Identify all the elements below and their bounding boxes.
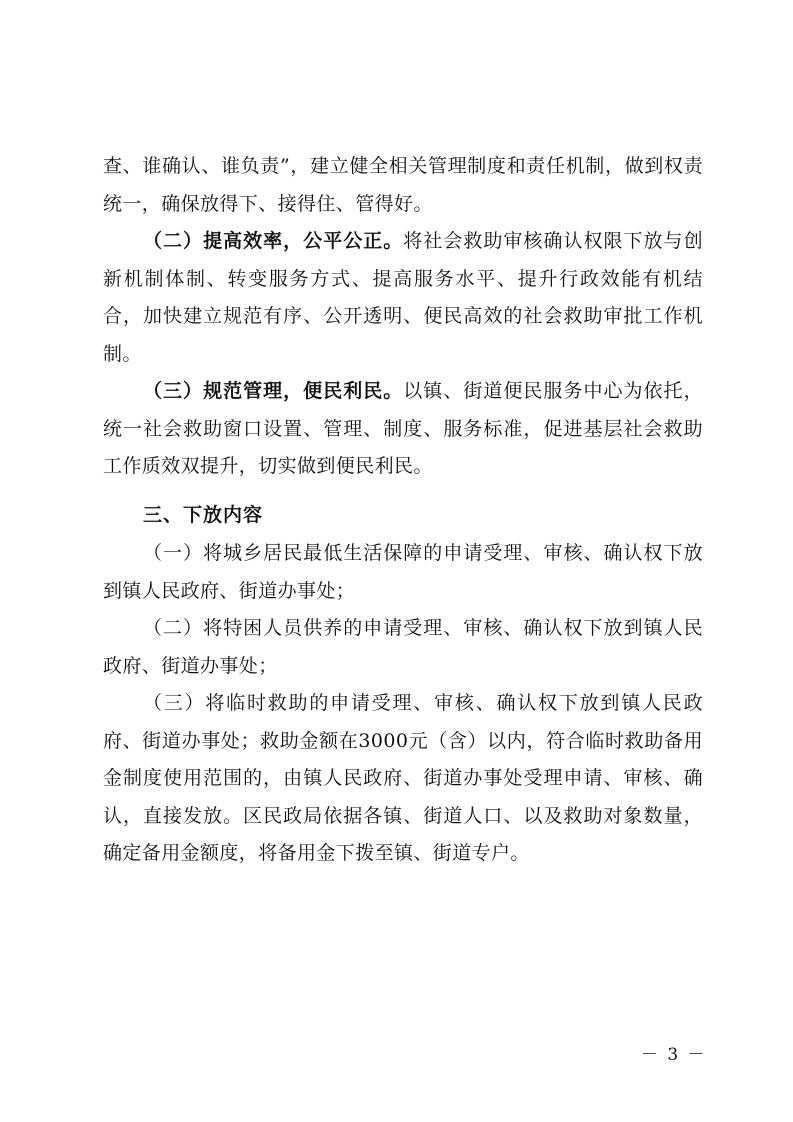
section-heading: 三、下放内容 [143,504,264,526]
content-item-1: （一）将城乡居民最低生活保障的申请受理、审核、确认权下放到镇人民政府、街道办事处； [103,542,703,602]
principle-efficiency-text: 将社会救助审核确认权限下放与创新机制体制、转变服务方式、提高服务水平、提升行政效能有机结合，加快建立规范有序、公开透明、便民高效的社会救助审批工作机制。 [103,230,703,365]
principle-efficiency-lead: （二）提高效率，公平公正。 [143,230,404,252]
principle-management-text: 以镇、街道便民服务中心为依托，统一社会救助窗口设置、管理、制度、服务标准，促进基层社会救助工作质效双提升，切实做到便民利民。 [103,380,703,477]
content-item-2: （二）将特困人员供养的申请受理、审核、确认权下放到镇人民政府、街道办事处； [103,617,703,677]
principle-management-paragraph [103,373,703,486]
principle-management-lead: （三）规范管理，便民利民。 [143,380,404,402]
page-number: － 3 － [641,1045,707,1065]
continuation-paragraph: 查、谁确认、谁负责”，建立健全相关管理制度和责任机制，做到权责统一，确保放得下、接得住、管得好。 [103,155,703,215]
content-item-3: （三）将临时救助的申请受理、审核、确认权下放到镇人民政府、街道办事处；救助金额在3000元（含）以内，符合临时救助备用金制度使用范围的，由镇人民政府、街道办事处受理申请、审核、确认，直接发放。区民政局依据各镇、街道人口、以及救助对象数量，确定备用金额度，将备用金下拨至镇、街道专户。 [103,692,703,864]
principle-efficiency-paragraph [103,223,703,373]
